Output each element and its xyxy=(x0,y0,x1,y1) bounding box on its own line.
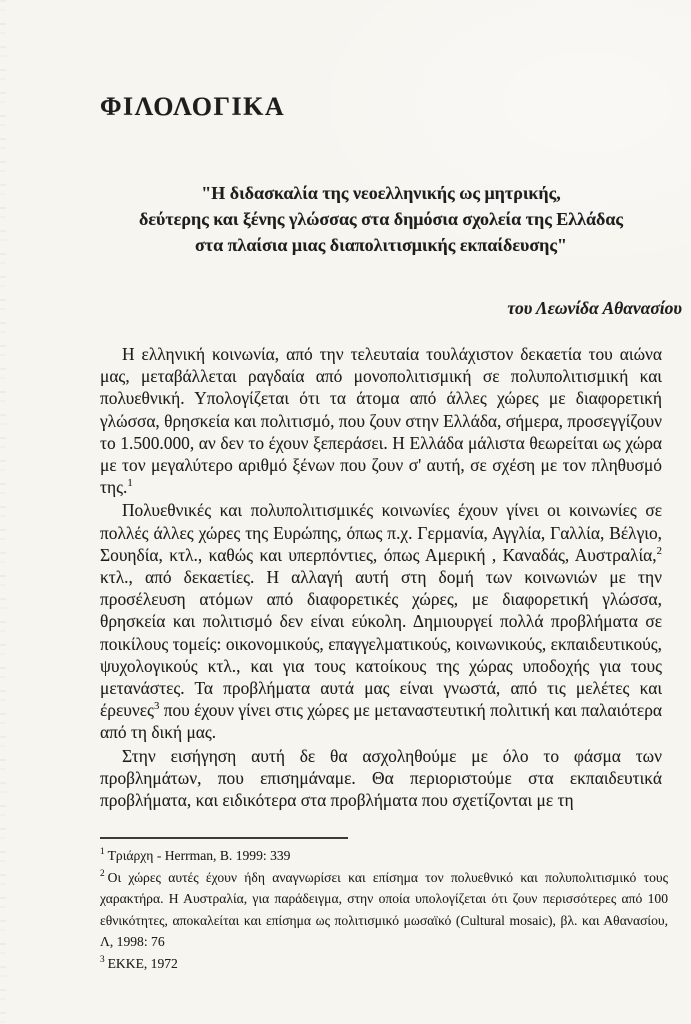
footnote-marker-2: 2 xyxy=(100,868,105,879)
author-byline: του Λεωνίδα Αθανασίου xyxy=(507,298,682,318)
text-column xyxy=(100,0,682,811)
footnote-ref-2: 2 xyxy=(656,545,662,558)
footnote-ref-3: 3 xyxy=(153,700,160,713)
article-title-line-1: "Η διδασκαλία της νεοελληνικής ως μητρικής, xyxy=(201,183,561,203)
footnote-1 xyxy=(100,845,668,867)
footnote-text: Τριάρχη - Herrman, B. 1999: 339 xyxy=(107,848,291,863)
footnote-separator xyxy=(100,837,348,839)
paragraph-text: Πολυεθνικές και πολυπολιτισμικές κοινωνίες έχουν γίνει οι κοινωνίες σε πολλές άλλες χώρες της Ευρώπης, όπως π.χ. Γερμανία, Αγγλία, Γαλλία, Βέλγιο, Σουηδία, κτλ., καθώς και υπερπόντιες, όπως Αμερική , Καναδάς, Αυστραλία, xyxy=(100,500,662,565)
footnote-text: Οι χώρες αυτές έχουν ήδη αναγνωρίσει και επίσημα τον πολυεθνικό και πολυπολιτισμικό τους χαρακτήρα. Η Αυστραλία, για παράδειγμα, στην οποία υπολογίζεται ότι ζουν περισσότερες από 100 εθνικότητες, αποκαλείται και επίσημα ως πολιτισμικό μωσαϊκό (Cultural mosaic), βλ. και Αθανασίου, Λ, 1998: 76 xyxy=(100,869,668,950)
body-paragraph-2 xyxy=(100,499,662,743)
paragraph-text: Η ελληνική κοινωνία, από την τελευταία τουλάχιστον δεκαετία του αιώνα μας, μεταβάλλεται ραγδαία από μονοπολιτισμική σε πολυπολιτισμική και πολυεθνική. Υπολογίζεται ότι τα άτομα από άλλες χώρες με διαφορετική γλώσσα, θρησκεία και πολιτισμό, που ζουν στην Ελλάδα, σήμερα, προσεγγίζουν το 1.500.000, αν δεν το έχουν ξεπεράσει. Η Ελλάδα μάλιστα θεωρείται ως χώρα με τον μεγαλύτερο αριθμό ξένων που ζουν σ' αυτή, σε σχέση με τον πληθυσμό της. xyxy=(100,344,662,498)
body-paragraph-3 xyxy=(100,745,662,812)
footnote-ref-1: 1 xyxy=(127,477,133,490)
footnote-2 xyxy=(100,867,668,953)
paragraph-text: Στην εισήγηση αυτή δε θα ασχοληθούμε με όλο το φάσμα των προβλημάτων, που επισημάναμε. Θα περιοριστούμε στα εκπαιδευτικά προβλήματα, και ειδικότερα στα προβλήματα που σχετίζονται με τη xyxy=(100,745,662,811)
article-title-line-3: στα πλαίσια μιας διαπολιτισμικής εκπαίδευσης" xyxy=(195,235,567,255)
scan-edge-artifact xyxy=(0,0,6,1024)
body-text xyxy=(100,343,662,811)
footnote-text: ΕΚΚΕ, 1972 xyxy=(107,955,178,971)
footnote-marker-3: 3 xyxy=(100,954,105,965)
body-paragraph-1 xyxy=(100,343,662,498)
paragraph-text: που έχουν γίνει στις χώρες με μεταναστευτική πολιτική και παλαιότερα από τη δική μας. xyxy=(100,700,662,743)
paragraph-text: κτλ., από δεκαετίες. Η αλλαγή αυτή στη δομή των κοινωνιών με την προσέλευση ατόμων από διαφορετικές χώρες, με διαφορετική γλώσσα, θρησκεία και πολιτισμό δεν είναι εύκολη. Δημιουργεί πολλά προβλήματα σε ποικίλους τομείς: οικονομικούς, επαγγελματικούς, κοινωνικούς, εκπαιδευτικούς, ψυχολογικούς κτλ., και για τους κατοίκους της χώρας υποδοχής για τους μετανάστες. Τα προβλήματα αυτά μας είναι γνωστά, από τις μελέτες και έρευνες xyxy=(100,567,662,721)
article-title xyxy=(100,180,662,258)
footnote-marker-1: 1 xyxy=(100,846,105,857)
section-header: ΦΙΛΟΛΟΓΙΚΑ xyxy=(100,92,286,121)
footnotes xyxy=(100,845,668,975)
footnote-3 xyxy=(100,953,668,975)
article-title-line-2: δεύτερης και ξένης γλώσσας στα δημόσια σχολεία της Ελλάδας xyxy=(138,209,624,229)
